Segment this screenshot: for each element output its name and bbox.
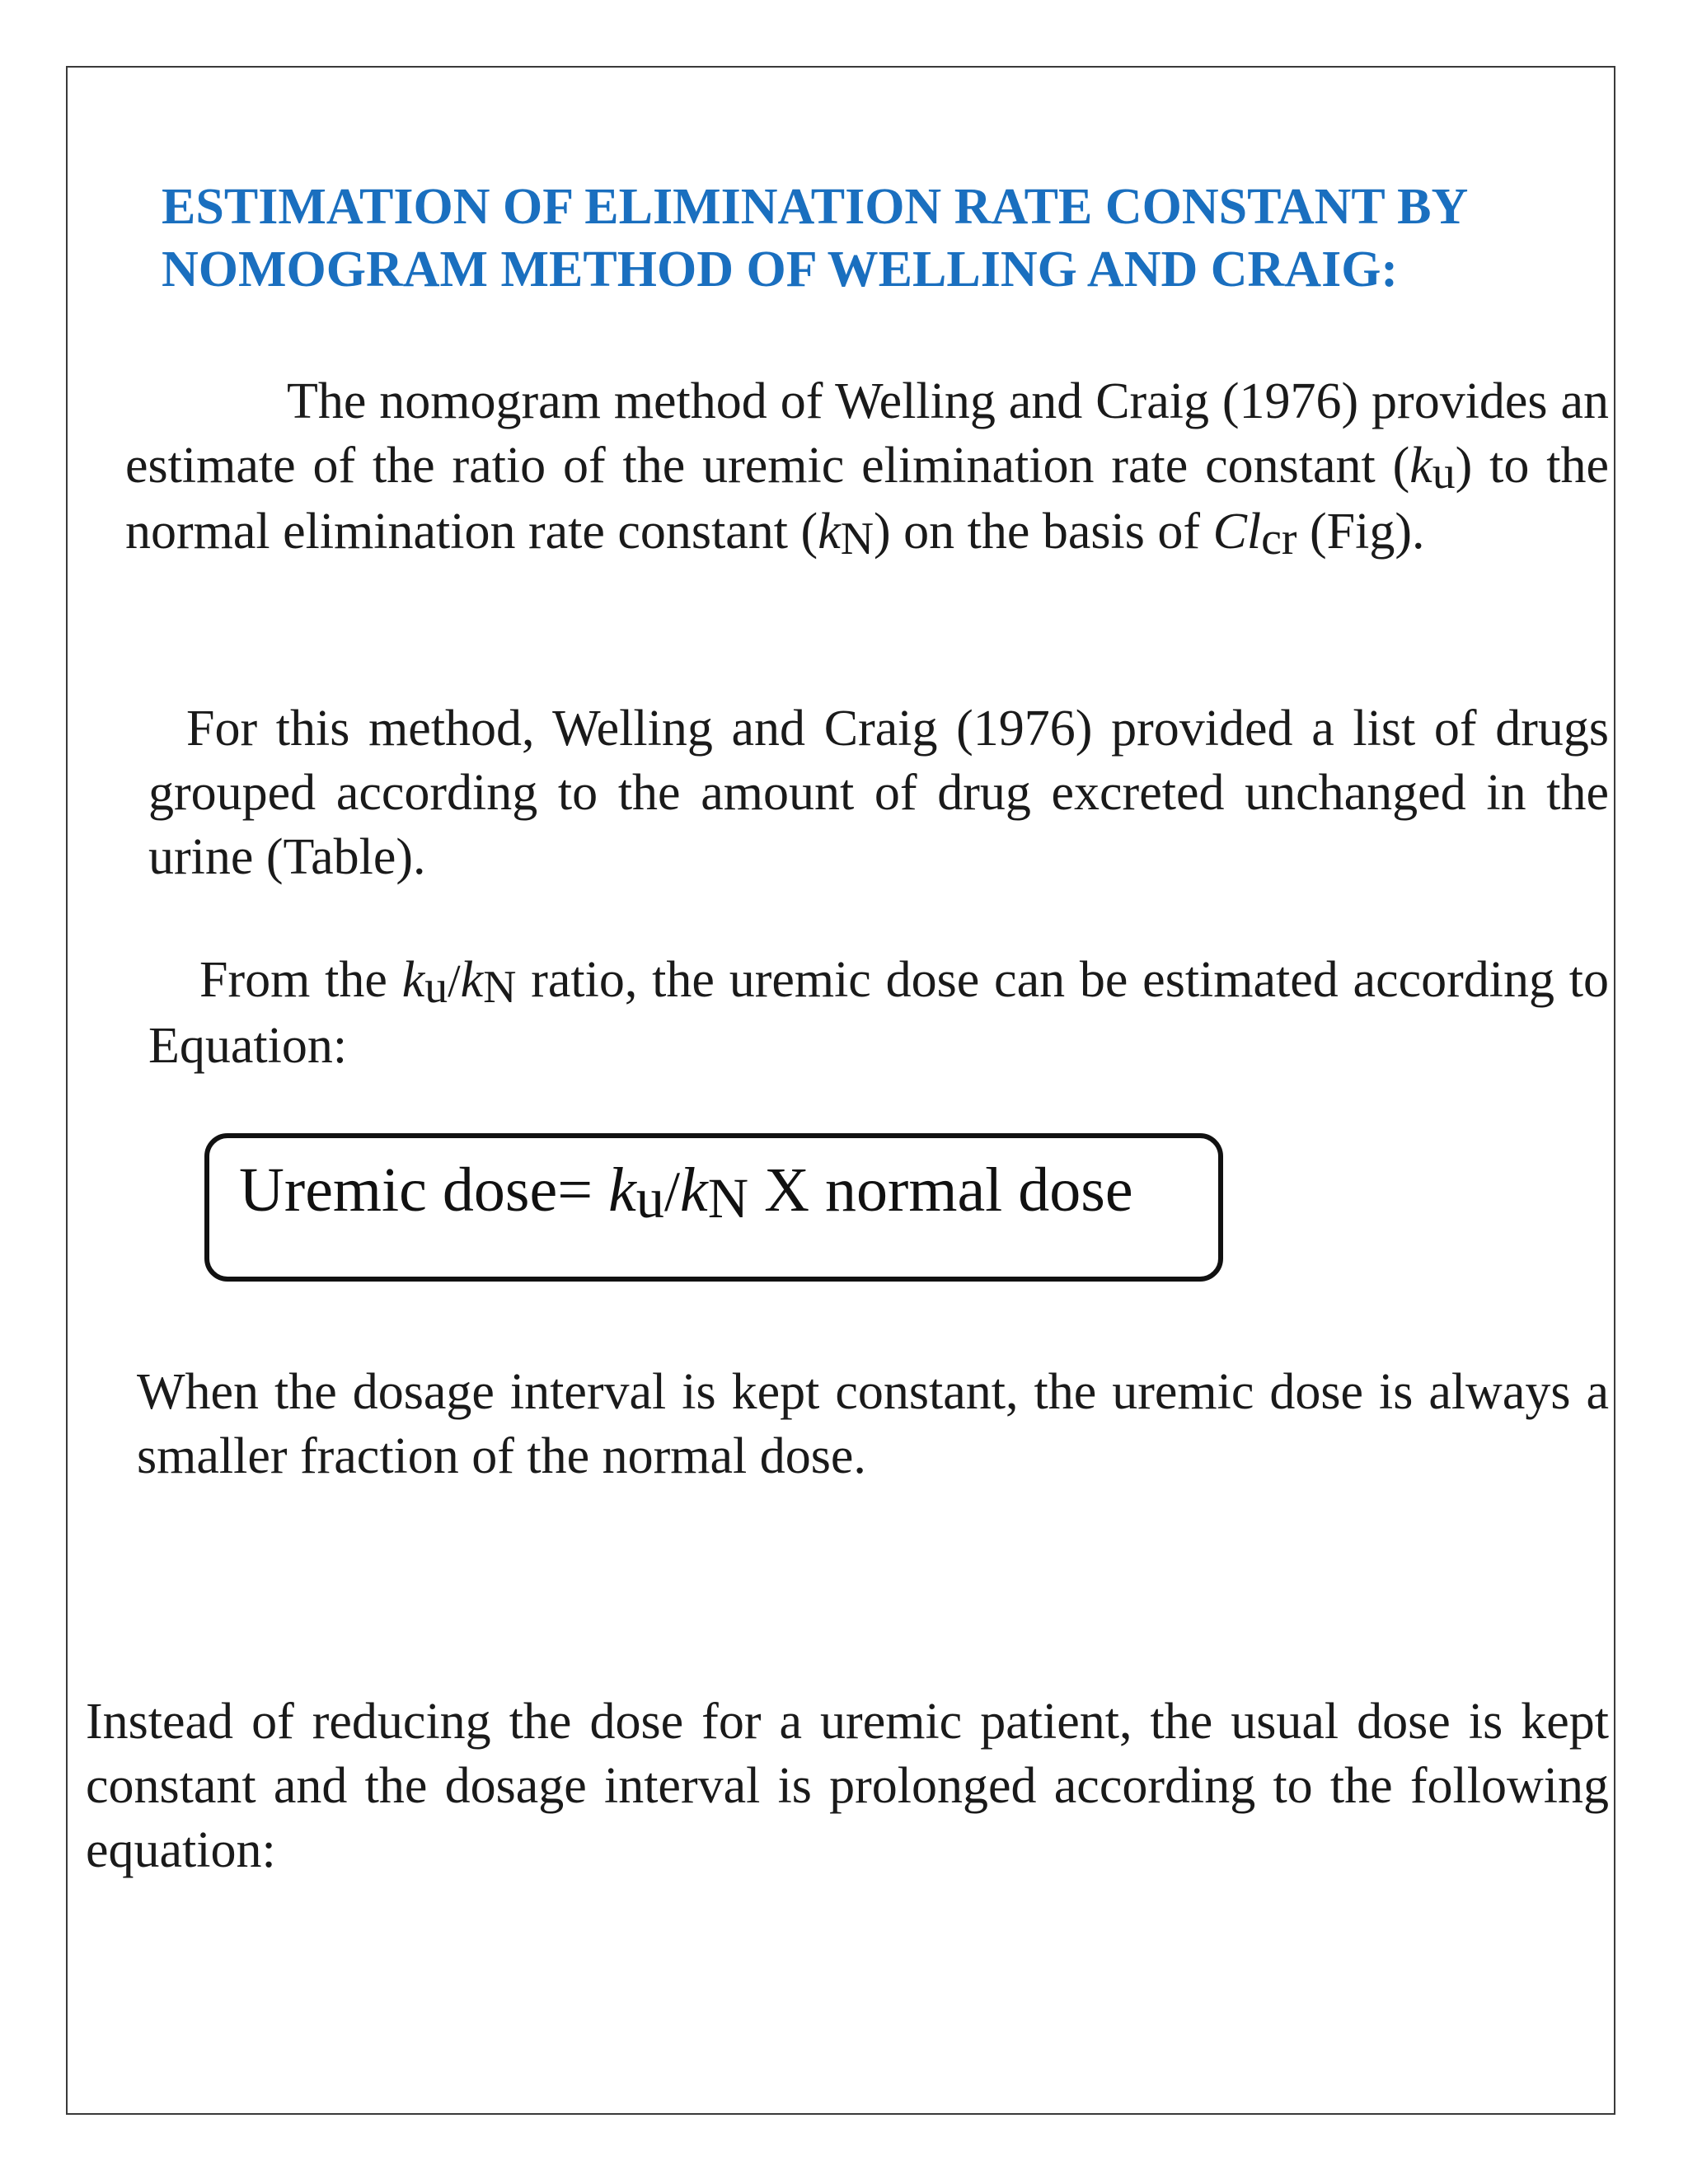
equation-lhs: Uremic dose= [239, 1155, 609, 1225]
para1-text-d: (Fig). [1296, 504, 1425, 560]
page-title [162, 176, 1596, 301]
symbol-cl-cr: Clcr [1212, 504, 1297, 565]
para1-text-c: ) on the basis of [874, 504, 1213, 560]
title-line-2: NOMOGRAM METHOD OF WELLING AND CRAIG: [162, 241, 1399, 298]
symbol-k-u: ku [1409, 438, 1456, 499]
symbol-ku-over-kn: ku/kN [401, 952, 517, 1013]
equation-rhs: X normal dose [748, 1155, 1133, 1225]
para3-text-b: ratio, the uremic dose can be estimated according to Equation: [148, 952, 1610, 1074]
paragraph-drug-list: For this method, Welling and Craig (1976) provided a list of drugs grouped according to the amount of drug excreted unchanged in the urine (Table). [148, 701, 1609, 885]
para1-text-a: The nomogram method of Welling and Craig (1976) provides an estimate of the ratio of the uremic elimination rate constant ( [125, 373, 1609, 494]
paragraph-nomogram-intro [125, 369, 1609, 565]
paragraph-dosage-interval-constant: When the dosage interval is kept constant, the uremic dose is always a smaller fraction of the normal dose. [137, 1364, 1609, 1484]
symbol-k-n: kN [818, 504, 874, 565]
para1-text-b: ) to the normal elimination rate constant ( [125, 438, 1609, 560]
title-line-1: ESTIMATION OF ELIMINATION RATE CONSTANT BY [162, 179, 1469, 235]
uremic-dose-equation [239, 1153, 1133, 1229]
equation-ratio: ku/kN [608, 1155, 749, 1230]
paragraph-ratio [148, 948, 1609, 1078]
paragraph-prolonged-interval: Instead of reducing the dose for a uremic patient, the usual dose is kept constant and the dosage interval is prolonged according to the following equation: [86, 1694, 1609, 1878]
para3-text-a: From the [199, 952, 402, 1008]
uremic-dose-equation-box [204, 1133, 1223, 1282]
